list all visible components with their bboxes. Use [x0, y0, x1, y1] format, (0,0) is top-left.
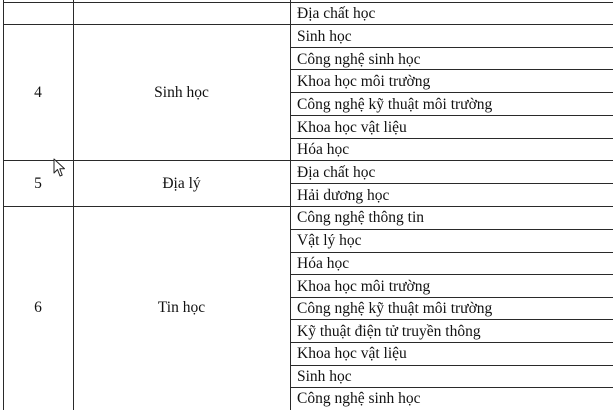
major-cell: Sinh học	[297, 28, 352, 45]
row-divider	[290, 342, 613, 343]
row-divider	[290, 252, 613, 253]
major-cell: Sinh học	[297, 368, 352, 385]
column-divider-number	[73, 0, 74, 410]
major-cell: Khoa học môi trường	[297, 73, 431, 90]
major-cell: Khoa học vật liệu	[297, 119, 407, 136]
major-cell: Hải dương học	[297, 187, 390, 204]
row-divider	[290, 387, 613, 388]
row-divider	[290, 365, 613, 366]
group-number: 4	[34, 84, 42, 101]
row-divider	[290, 319, 613, 320]
major-cell: Địa chất học	[297, 164, 376, 181]
group-subject: Tin học	[157, 299, 206, 316]
major-cell: Công nghệ kỹ thuật môi trường	[297, 300, 493, 317]
major-cell: Công nghệ thông tin	[297, 209, 425, 226]
group-divider	[3, 160, 613, 161]
major-cell: Hóa học	[297, 255, 350, 272]
group-divider	[3, 206, 613, 207]
row-divider	[290, 92, 613, 93]
major-cell: Vật lý học	[297, 232, 362, 249]
major-cell: Công nghệ sinh học	[297, 390, 421, 407]
group-divider	[3, 24, 613, 25]
major-cell: Hóa học	[297, 141, 350, 158]
row-divider	[290, 274, 613, 275]
major-cell: Công nghệ kỹ thuật môi trường	[297, 96, 493, 113]
major-cell: Khoa học vật liệu	[297, 345, 407, 362]
group-number: 6	[34, 299, 42, 316]
major-cell: Địa chất học	[297, 5, 376, 22]
row-divider	[290, 183, 613, 184]
group-subject: Sinh học	[154, 84, 209, 101]
row-divider	[290, 229, 613, 230]
mouse-pointer-icon	[53, 158, 67, 178]
row-divider	[290, 115, 613, 116]
column-divider-subject	[290, 0, 291, 410]
row-divider	[290, 297, 613, 298]
major-cell: Khoa học môi trường	[297, 278, 431, 295]
row-divider	[290, 138, 613, 139]
group-subject: Địa lý	[162, 175, 201, 192]
row-divider	[290, 47, 613, 48]
major-cell: Công nghệ sinh học	[297, 51, 421, 68]
row-divider	[3, 2, 613, 3]
group-number: 5	[34, 175, 42, 192]
major-cell: Kỹ thuật điện tử truyền thông	[297, 323, 481, 340]
table-left-border	[3, 0, 4, 410]
